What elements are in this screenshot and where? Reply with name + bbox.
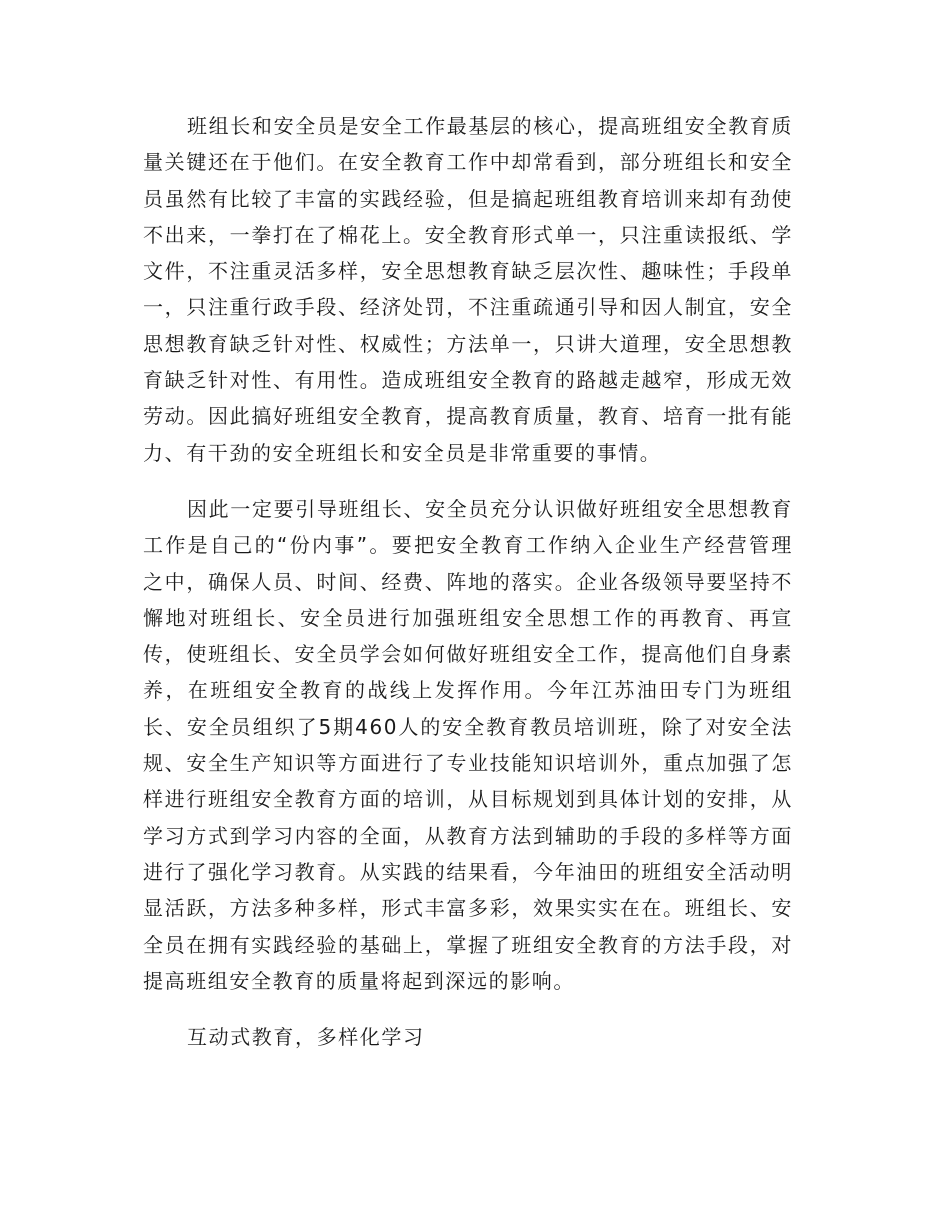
paragraph-1: 班组长和安全员是安全工作最基层的核心，提高班组安全教育质量关键还在于他们。在安全教育工作中却常看到，部分班组长和安全员虽然有比较了丰富的实践经验，但是搞起班组教育培训来却有劲使不出来，一拳打在了棉花上。安全教育形式单一，只注重读报纸、学文件，不注重灵活多样，安全思想教育缺乏层次性、趣味性；手段单一，只注重行政手段、经济处罚，不注重疏通引导和因人制宜，安全思想教育缺乏针对性、权威性；方法单一，只讲大道理，安全思想教育缺乏针对性、有用性。造成班组安全教育的路越走越窄，形成无效劳动。因此搞好班组安全教育，提高教育质量，教育、培育一批有能力、有干劲的安全班组长和安全员是非常重要的事情。 [143,114,793,465]
document-body [143,108,793,1055]
section-heading: 互动式教育，多样化学习 [187,1025,425,1050]
paragraph-2: 因此一定要引导班组长、安全员充分认识做好班组安全思想教育工作是自己的“份内事”。要把安全教育工作纳入企业生产经营管理之中，确保人员、时间、经费、阵地的落实。企业各级领导要坚持不懈地对班组长、安全员进行加强班组安全思想工作的再教育、再宣传，使班组长、安全员学会如何做好班组安全工作，提高他们自身素养，在班组安全教育的战线上发挥作用。今年江苏油田专门为班组长、安全员组织了5期460人的安全教育教员培训班，除了对安全法规、安全生产知识等方面进行了专业技能知识培训外，重点加强了怎样进行班组安全教育方面的培训，从目标规划到具体计划的安排，从学习方式到学习内容的全面，从教育方法到辅助的手段的多样等方面进行了强化学习教育。从实践的结果看，今年油田的班组安全活动明显活跃，方法多种多样，形式丰富多彩，效果实实在在。班组长、安全员在拥有实践经验的基础上，掌握了班组安全教育的方法手段，对提高班组安全教育的质量将起到深远的影响。 [143,496,793,993]
